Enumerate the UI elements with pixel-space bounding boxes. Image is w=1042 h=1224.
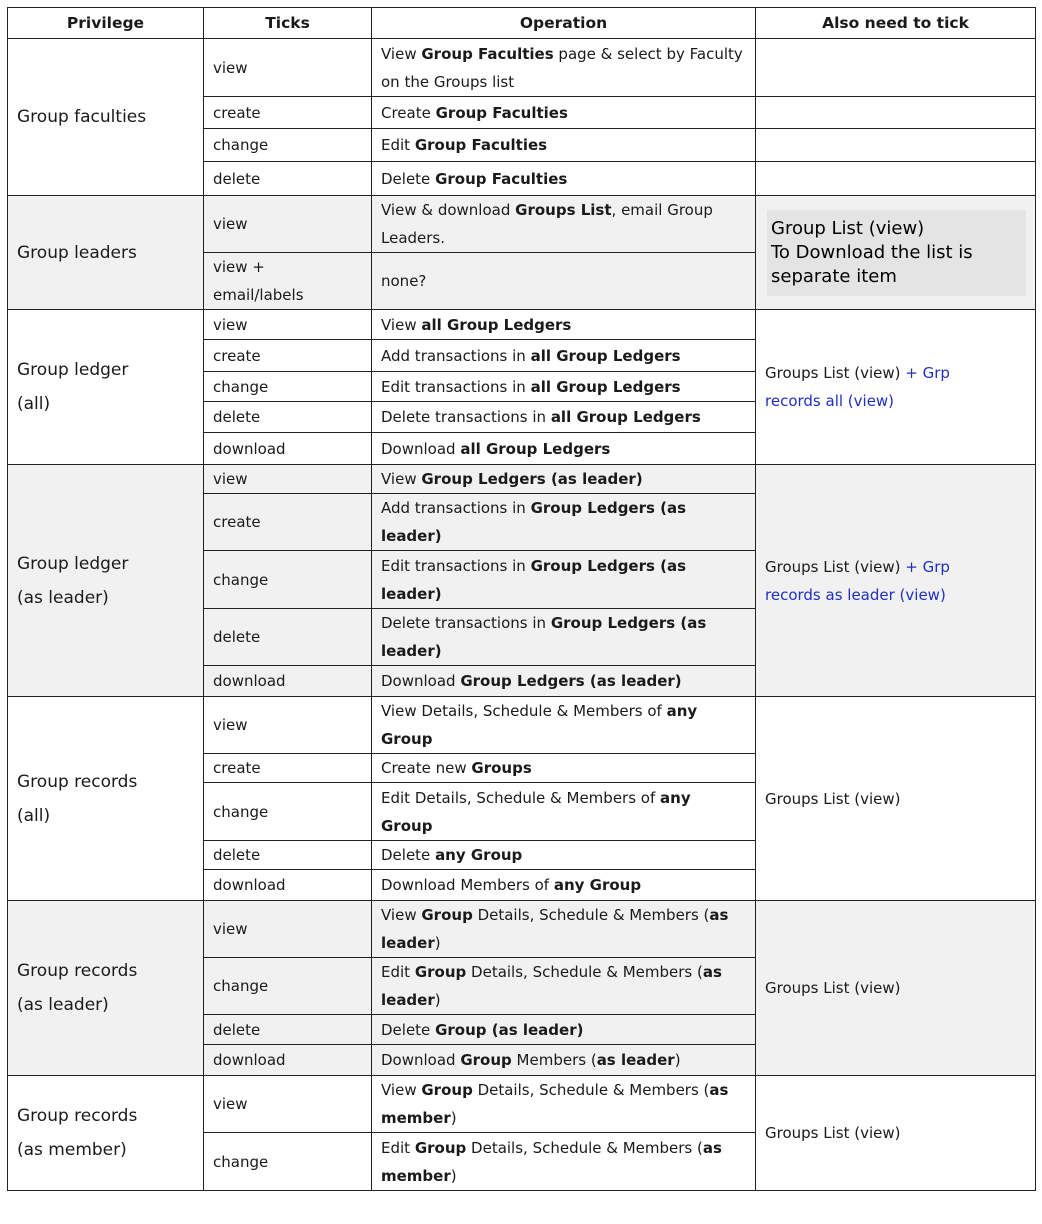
also-need-cell (756, 97, 1036, 129)
operation-text: Edit Details, Schedule & Members of (381, 788, 661, 807)
also-need-text: records all (view) (765, 392, 895, 410)
operation-text: ) (450, 1166, 457, 1185)
tick-cell (204, 754, 372, 783)
operation-emphasis: Group Ledgers (as leader) (381, 614, 707, 660)
operation-emphasis: any Group (381, 702, 698, 748)
operation-text: Download (381, 672, 461, 690)
operation-text: Download (381, 1051, 461, 1069)
operation-emphasis: as leader (381, 963, 722, 1009)
operation-cell (372, 340, 756, 372)
operation-text: View (381, 44, 422, 63)
operation-cell (372, 129, 756, 162)
also-need-line (765, 359, 1026, 387)
tick-label: view (213, 1095, 248, 1113)
operation-cell (372, 1076, 756, 1133)
operation-emphasis: as leader (596, 1051, 675, 1069)
operation-emphasis: Group Ledgers (as leader) (460, 672, 682, 690)
tick-cell (204, 253, 372, 310)
operation-cell (372, 958, 756, 1015)
tick-cell (204, 551, 372, 609)
privilege-cell (8, 1076, 204, 1191)
group-6 (8, 1076, 1036, 1191)
operation-emphasis: Group Ledgers (as leader) (381, 556, 687, 603)
operation-text: Details, Schedule & Members ( (472, 1081, 710, 1099)
also-need-cell (756, 697, 1036, 901)
tick-cell (204, 958, 372, 1015)
operation-emphasis: as member (381, 1138, 722, 1185)
also-need-line (765, 387, 1026, 415)
operation-text: ) (674, 1051, 681, 1069)
tick-cell (204, 666, 372, 697)
tick-cell (204, 1045, 372, 1076)
tick-cell (204, 372, 372, 402)
operation-emphasis: any Group (553, 876, 642, 894)
operation-text: Edit transactions in (381, 556, 531, 575)
tick-label: create (213, 513, 261, 531)
tick-label: download (213, 876, 286, 894)
tick-label: view + (213, 258, 265, 276)
operation-text: View (381, 470, 422, 488)
also-need-note-line: To Download the list is (771, 241, 973, 263)
also-need-text: Groups List (view) (765, 557, 901, 576)
operation-text: View (381, 1081, 422, 1099)
tick-label: create (213, 346, 261, 365)
privilege-name: Group ledger (17, 360, 129, 380)
operation-emphasis: as member (381, 1081, 729, 1127)
operation-cell (372, 196, 756, 253)
header-privilege: Privilege (8, 8, 204, 39)
tick-cell (204, 870, 372, 901)
also-need-line (765, 581, 1026, 609)
operation-emphasis: Group Faculties (414, 136, 548, 154)
operation-text: View & download (381, 201, 516, 219)
operation-emphasis: Group Faculties (435, 169, 568, 188)
operation-emphasis: all Group Ledgers (530, 346, 681, 365)
tick-cell (204, 39, 372, 97)
tick-cell (204, 433, 372, 465)
operation-cell (372, 609, 756, 666)
also-need-line (765, 785, 1026, 813)
tick-cell (204, 310, 372, 340)
operation-emphasis: Group Ledgers (as leader) (381, 499, 687, 545)
tick-cell (204, 162, 372, 196)
tick-cell (204, 783, 372, 841)
tick-label: download (213, 672, 286, 690)
also-need-cell (756, 310, 1036, 465)
operation-text: Delete (381, 169, 436, 188)
header-also-need-to-tick: Also need to tick (756, 8, 1036, 39)
tick-cell (204, 1133, 372, 1191)
group-1 (8, 196, 1036, 310)
table-row (8, 196, 1036, 253)
also-need-cell (756, 196, 1036, 310)
also-need-cell (756, 162, 1036, 196)
privilege-cell (8, 697, 204, 901)
privileges-table (7, 7, 1036, 1191)
operation-emphasis: any Group (435, 846, 523, 864)
also-need-text: Groups List (view) (765, 979, 901, 997)
operation-emphasis: Group Ledgers (as leader) (421, 470, 643, 488)
privilege-cell (8, 196, 204, 310)
operation-text: Create (381, 103, 436, 122)
operation-cell (372, 310, 756, 340)
operation-cell (372, 97, 756, 129)
privilege-name: Group leaders (17, 242, 137, 263)
tick-cell (204, 841, 372, 870)
operation-cell (372, 666, 756, 697)
tick-cell (204, 129, 372, 162)
table-row (8, 901, 1036, 958)
table-row (8, 1076, 1036, 1133)
operation-text: Edit (381, 963, 415, 981)
privilege-name: (as member) (17, 1140, 127, 1160)
tick-cell (204, 1076, 372, 1133)
operation-text: View Details, Schedule & Members of (381, 702, 667, 720)
tick-label: delete (213, 1020, 261, 1039)
privileges-table-wrapper (7, 7, 1036, 1191)
privilege-cell (8, 465, 204, 697)
tick-label: delete (213, 408, 261, 426)
tick-label: view (213, 470, 248, 488)
operation-text: page & select by Faculty on the Groups list (381, 44, 743, 91)
also-need-line (765, 974, 1026, 1002)
operation-cell (372, 253, 756, 310)
operation-cell (372, 901, 756, 958)
tick-label: create (213, 759, 261, 777)
operation-text: Download Members of (381, 876, 554, 894)
operation-emphasis: all Group Ledgers (460, 439, 611, 458)
tick-label: email/labels (213, 286, 304, 304)
privilege-cell (8, 310, 204, 465)
header-row (8, 8, 1036, 39)
operation-emphasis: Group (460, 1051, 512, 1069)
privilege-cell (8, 901, 204, 1076)
privilege-name: Group records (17, 771, 138, 792)
also-need-text: Groups List (view) (765, 1124, 901, 1142)
tick-label: view (213, 315, 248, 334)
operation-emphasis: Group (414, 1138, 467, 1157)
table-header (8, 8, 1036, 39)
privilege-cell (8, 39, 204, 196)
tick-label: view (213, 58, 248, 77)
tick-label: view (213, 920, 248, 938)
operation-cell (372, 1133, 756, 1191)
operation-text: ) (450, 1109, 457, 1127)
tick-cell (204, 1015, 372, 1045)
group-2 (8, 310, 1036, 465)
table-row (8, 465, 1036, 494)
operation-text: Delete transactions in (381, 614, 551, 632)
operation-cell (372, 697, 756, 754)
operation-emphasis: Group (421, 906, 473, 924)
operation-text: Delete transactions in (381, 408, 551, 426)
operation-emphasis: Group (414, 963, 467, 981)
privilege-name: Group records (17, 961, 138, 981)
privilege-name: Group records (17, 1106, 138, 1126)
operation-text: , email Group Leaders. (381, 201, 713, 247)
table-row (8, 697, 1036, 754)
tick-label: change (213, 377, 269, 396)
tick-label: view (213, 215, 248, 233)
operation-text: Details, Schedule & Members ( (466, 963, 703, 981)
tick-label: download (213, 439, 286, 458)
tick-cell (204, 340, 372, 372)
tick-label: delete (213, 628, 261, 646)
group-5 (8, 901, 1036, 1076)
also-need-note-line: separate item (771, 265, 897, 287)
privilege-name: Group faculties (17, 107, 147, 127)
also-need-text: records as leader (view) (765, 585, 946, 604)
operation-emphasis: any Group (381, 788, 691, 835)
also-need-text: Groups List (view) (765, 789, 901, 808)
operation-cell (372, 783, 756, 841)
operation-emphasis: as leader (381, 906, 729, 952)
operation-cell (372, 433, 756, 465)
tick-label: download (213, 1051, 286, 1069)
tick-label: change (213, 136, 269, 154)
operation-text: Edit (381, 1138, 415, 1157)
also-need-text: + Grp (900, 364, 950, 382)
also-need-cell (756, 901, 1036, 1076)
operation-emphasis: all Group Ledgers (530, 377, 681, 396)
tick-cell (204, 901, 372, 958)
operation-cell (372, 372, 756, 402)
operation-emphasis: Group Faculties (421, 44, 554, 63)
table-row (8, 39, 1036, 97)
operation-cell (372, 1045, 756, 1076)
operation-text: Members ( (511, 1051, 597, 1069)
operation-text: Delete (381, 846, 436, 864)
also-need-line (765, 1119, 1026, 1147)
also-need-cell (756, 129, 1036, 162)
operation-cell (372, 754, 756, 783)
operation-text: ) (434, 991, 441, 1009)
also-need-line (765, 553, 1026, 581)
operation-text: Download (381, 439, 461, 458)
operation-emphasis: Group (as leader) (435, 1020, 584, 1039)
also-need-cell (756, 465, 1036, 697)
operation-emphasis: Groups List (515, 201, 612, 219)
table-row (8, 310, 1036, 340)
tick-cell (204, 609, 372, 666)
operation-cell (372, 465, 756, 494)
operation-text: View (381, 315, 422, 334)
group-0 (8, 39, 1036, 196)
tick-label: change (213, 802, 269, 821)
operation-text: Details, Schedule & Members ( (472, 906, 710, 924)
operation-text: Details, Schedule & Members ( (466, 1138, 703, 1157)
operation-cell (372, 162, 756, 196)
privilege-name: Group ledger (17, 553, 129, 574)
tick-cell (204, 494, 372, 551)
operation-emphasis: Groups (471, 759, 532, 777)
privilege-name: (all) (17, 805, 51, 826)
header-ticks: Ticks (204, 8, 372, 39)
tick-label: change (213, 977, 269, 995)
operation-text: ) (434, 934, 441, 952)
operation-cell (372, 870, 756, 901)
operation-emphasis: all Group Ledgers (421, 315, 572, 334)
operation-text: Edit transactions in (381, 377, 531, 396)
tick-cell (204, 196, 372, 253)
also-need-note-box (767, 210, 1026, 296)
tick-label: change (213, 570, 269, 589)
group-4 (8, 697, 1036, 901)
operation-cell (372, 402, 756, 433)
operation-text: Delete (381, 1020, 436, 1039)
operation-cell (372, 494, 756, 551)
operation-text: View (381, 906, 422, 924)
also-need-cell (756, 39, 1036, 97)
operation-text: Add transactions in (381, 346, 531, 365)
tick-label: delete (213, 846, 261, 864)
operation-cell (372, 551, 756, 609)
operation-cell (372, 39, 756, 97)
operation-text: none? (381, 272, 427, 290)
also-need-text: + Grp (900, 557, 950, 576)
tick-label: view (213, 716, 248, 734)
privilege-name: (as leader) (17, 995, 109, 1015)
tick-cell (204, 402, 372, 433)
also-need-cell (756, 1076, 1036, 1191)
tick-cell (204, 97, 372, 129)
group-3 (8, 465, 1036, 697)
operation-emphasis: all Group Ledgers (550, 408, 701, 426)
also-need-text: Groups List (view) (765, 364, 901, 382)
operation-emphasis: Group Faculties (435, 103, 568, 122)
tick-label: create (213, 103, 261, 122)
operation-text: Create new (381, 759, 472, 777)
operation-cell (372, 1015, 756, 1045)
tick-label: change (213, 1152, 269, 1171)
operation-cell (372, 841, 756, 870)
also-need-note-line: Group List (view) (771, 217, 925, 239)
tick-cell (204, 465, 372, 494)
operation-emphasis: Group (421, 1081, 473, 1099)
operation-text: Add transactions in (381, 499, 531, 517)
operation-text: Edit (381, 136, 415, 154)
header-operation: Operation (372, 8, 756, 39)
privilege-name: (as leader) (17, 587, 109, 608)
tick-cell (204, 697, 372, 754)
tick-label: delete (213, 169, 261, 188)
privilege-name: (all) (17, 394, 51, 414)
